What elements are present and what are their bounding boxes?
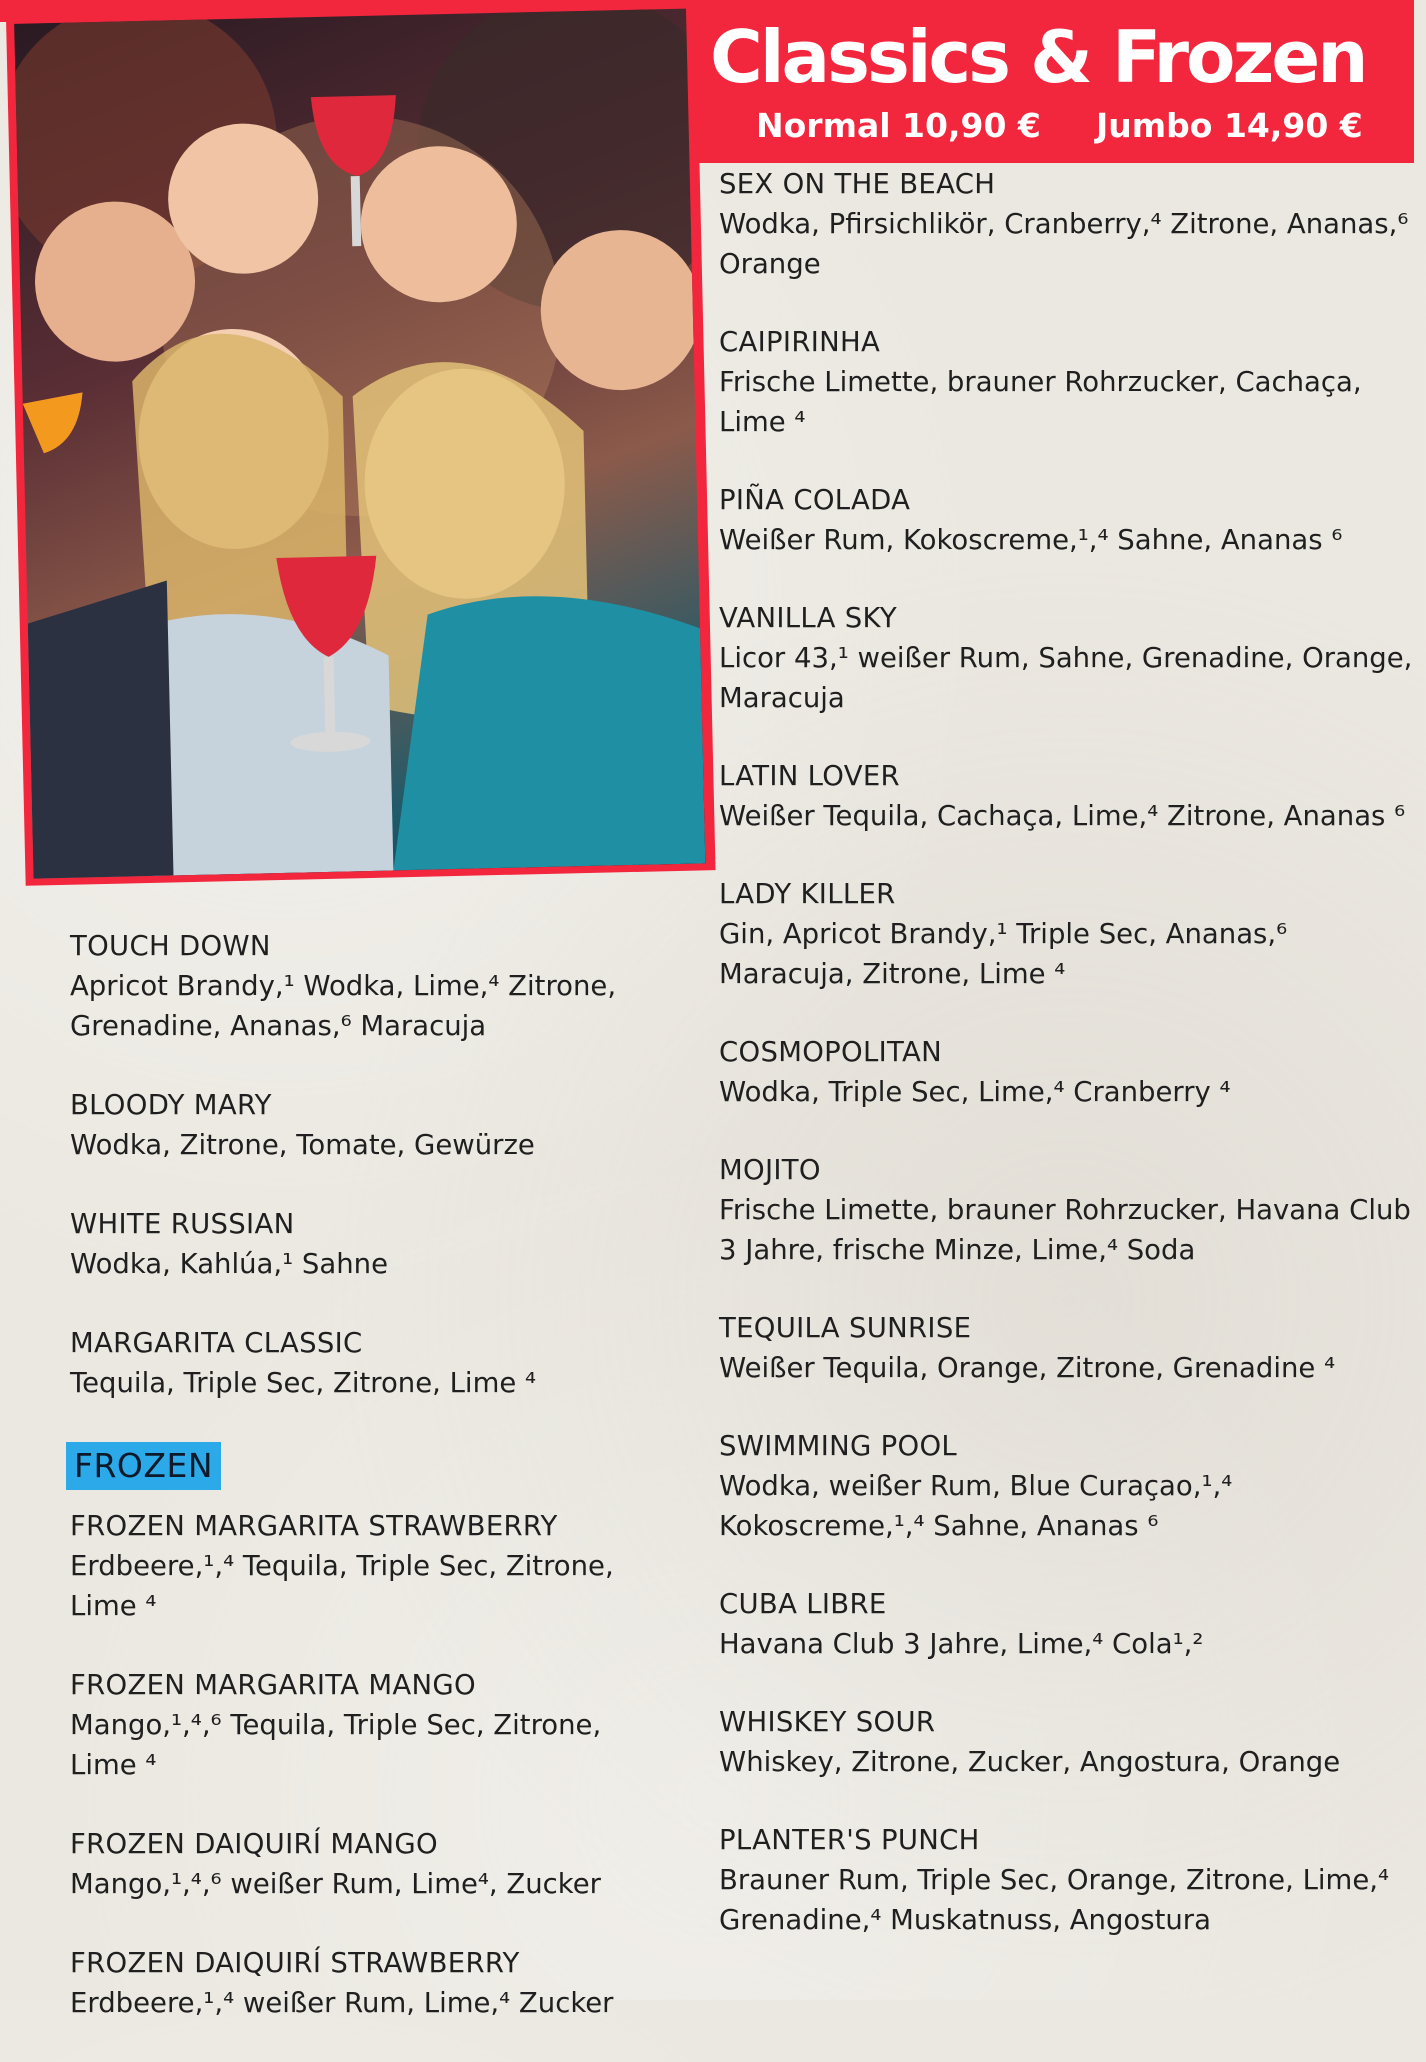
menu-item-frozen-daiquiri-strawberry [70, 1943, 670, 2023]
menu-item-mojito [719, 1150, 1419, 1270]
menu-item-caipirinha [719, 322, 1419, 442]
item-ingredients: Weißer Rum, Kokoscreme,¹,⁴ Sahne, Ananas ⁶ [719, 524, 1343, 556]
menu-item-cosmopolitan [719, 1032, 1419, 1112]
item-name: COSMOPOLITAN [719, 1036, 942, 1068]
item-ingredients: Wodka, weißer Rum, Blue Curaçao,¹,⁴ Kokoscreme,¹,⁴ Sahne, Ananas ⁶ [719, 1470, 1233, 1542]
item-ingredients: Frische Limette, brauner Rohrzucker, Cachaça, Lime ⁴ [719, 366, 1362, 438]
menu-item-whiskey-sour [719, 1702, 1419, 1782]
item-name: CUBA LIBRE [719, 1588, 887, 1620]
menu-item-frozen-margarita-mango [70, 1665, 670, 1785]
item-name: MOJITO [719, 1154, 821, 1186]
menu-item-lady-killer [719, 874, 1419, 994]
item-name: FROZEN MARGARITA MANGO [70, 1669, 476, 1701]
item-name: FROZEN DAIQUIRÍ MANGO [70, 1828, 438, 1860]
item-name: TOUCH DOWN [70, 930, 271, 962]
item-name: FROZEN DAIQUIRÍ STRAWBERRY [70, 1947, 520, 1979]
item-ingredients: Weißer Tequila, Cachaça, Lime,⁴ Zitrone, Ananas ⁶ [719, 800, 1406, 832]
item-ingredients: Licor 43,¹ weißer Rum, Sahne, Grenadine, Orange, Maracuja [719, 642, 1413, 714]
item-name: PIÑA COLADA [719, 484, 911, 516]
item-ingredients: Wodka, Triple Sec, Lime,⁴ Cranberry ⁴ [719, 1076, 1231, 1108]
item-ingredients: Brauner Rum, Triple Sec, Orange, Zitrone, Lime,⁴ Grenadine,⁴ Muskatnuss, Angostura [719, 1864, 1390, 1936]
frozen-section-label: FROZEN [66, 1442, 221, 1490]
item-name: LATIN LOVER [719, 760, 900, 792]
item-ingredients: Wodka, Kahlúa,¹ Sahne [70, 1248, 388, 1280]
item-ingredients: Tequila, Triple Sec, Zitrone, Lime ⁴ [70, 1367, 537, 1399]
item-ingredients: Frische Limette, brauner Rohrzucker, Havana Club 3 Jahre, frische Minze, Lime,⁴ Soda [719, 1194, 1411, 1266]
item-ingredients: Whiskey, Zitrone, Zucker, Angostura, Orange [719, 1746, 1341, 1778]
item-name: SWIMMING POOL [719, 1430, 958, 1462]
item-ingredients: Gin, Apricot Brandy,¹ Triple Sec, Ananas,⁶ Maracuja, Zitrone, Lime ⁴ [719, 918, 1288, 990]
menu-item-frozen-daiquiri-mango [70, 1824, 670, 1904]
item-ingredients: Apricot Brandy,¹ Wodka, Lime,⁴ Zitrone, Grenadine, Ananas,⁶ Maracuja [70, 970, 617, 1042]
menu-item-frozen-margarita-strawberry [70, 1506, 670, 1626]
item-ingredients: Wodka, Pfirsichlikör, Cranberry,⁴ Zitrone, Ananas,⁶ Orange [719, 208, 1409, 280]
menu-item-sex-on-the-beach [719, 164, 1419, 284]
menu-item-pina-colada [719, 480, 1419, 560]
item-name: PLANTER'S PUNCH [719, 1824, 980, 1856]
menu-item-bloody-mary [70, 1085, 670, 1165]
item-ingredients: Wodka, Zitrone, Tomate, Gewürze [70, 1129, 535, 1161]
item-ingredients: Havana Club 3 Jahre, Lime,⁴ Cola¹,² [719, 1628, 1204, 1660]
item-name: VANILLA SKY [719, 602, 897, 634]
right-column [719, 164, 1419, 1978]
item-name: TEQUILA SUNRISE [719, 1312, 972, 1344]
price-normal: Normal 10,90 € [756, 106, 1041, 145]
item-name: MARGARITA CLASSIC [70, 1327, 363, 1359]
menu-item-swimming-pool [719, 1426, 1419, 1546]
item-name: LADY KILLER [719, 878, 896, 910]
item-ingredients: Erdbeere,¹,⁴ weißer Rum, Lime,⁴ Zucker [70, 1987, 614, 2019]
item-ingredients: Mango,¹,⁴,⁶ Tequila, Triple Sec, Zitrone, Lime ⁴ [70, 1709, 602, 1781]
item-ingredients: Mango,¹,⁴,⁶ weißer Rum, Lime⁴, Zucker [70, 1868, 601, 1900]
item-ingredients: Erdbeere,¹,⁴ Tequila, Triple Sec, Zitrone, Lime ⁴ [70, 1550, 614, 1622]
menu-item-latin-lover [719, 756, 1419, 836]
item-ingredients: Weißer Tequila, Orange, Zitrone, Grenadine ⁴ [719, 1352, 1336, 1384]
menu-item-vanilla-sky [719, 598, 1419, 718]
item-name: FROZEN MARGARITA STRAWBERRY [70, 1510, 558, 1542]
item-name: SEX ON THE BEACH [719, 168, 996, 200]
party-photo-illustration [14, 9, 705, 879]
photo-frame [6, 2, 716, 885]
menu-item-margarita-classic [70, 1323, 670, 1403]
price-jumbo: Jumbo 14,90 € [1096, 106, 1363, 145]
menu-item-cuba-libre [719, 1584, 1419, 1664]
menu-item-tequila-sunrise [719, 1308, 1419, 1388]
item-name: WHISKEY SOUR [719, 1706, 936, 1738]
menu-item-planters-punch [719, 1820, 1419, 1940]
left-column [70, 926, 670, 2062]
menu-item-white-russian [70, 1204, 670, 1284]
page-title: Classics & Frozen [710, 15, 1366, 99]
menu-header [640, 0, 1414, 163]
item-name: CAIPIRINHA [719, 326, 881, 358]
item-name: BLOODY MARY [70, 1089, 272, 1121]
party-photo-icon [14, 9, 705, 879]
menu-item-touch-down [70, 926, 670, 1046]
item-name: WHITE RUSSIAN [70, 1208, 295, 1240]
